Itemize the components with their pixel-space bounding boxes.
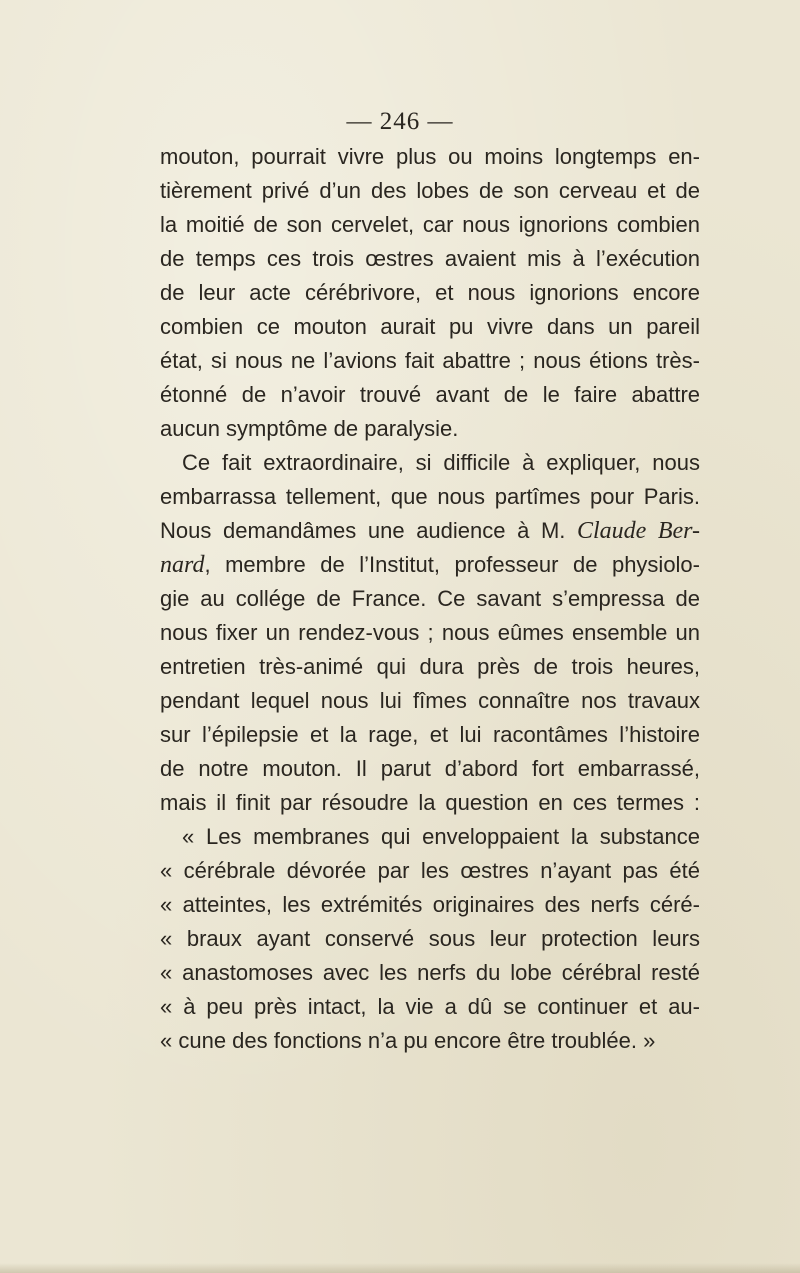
body-text: [160, 140, 700, 1058]
text-line: la moitié de son cervelet, car nous ignorions combien: [160, 212, 700, 237]
text-line: pendant lequel nous lui fîmes connaître nos travaux: [160, 688, 700, 713]
text-line: embarrassa tellement, que nous partîmes pour Paris.: [160, 484, 700, 509]
text-line: de leur acte cérébrivore, et nous ignorions encore: [160, 280, 700, 305]
text-line: étonné de n’avoir trouvé avant de le faire abattre: [160, 382, 700, 407]
text-line: « anastomoses avec les nerfs du lobe cérébral resté: [160, 960, 700, 985]
text-line: « Les membranes qui enveloppaient la substance: [182, 824, 700, 849]
text-line: mouton, pourrait vivre plus ou moins longtemps en-: [160, 144, 700, 169]
text-line: [160, 514, 700, 548]
text-line: tièrement privé d’un des lobes de son cerveau et de: [160, 178, 700, 203]
text-line: [160, 548, 700, 582]
text-line: état, si nous ne l’avions fait abattre ; nous étions très-: [160, 348, 700, 373]
text-line: nous fixer un rendez-vous ; nous eûmes ensemble un: [160, 620, 700, 645]
text-line: « cérébrale dévorée par les œstres n’ayant pas été: [160, 858, 700, 883]
text-line: de temps ces trois œstres avaient mis à l’exécution: [160, 246, 700, 271]
text-line: Ce fait extraordinaire, si difficile à expliquer, nous: [182, 450, 700, 475]
text-line: « atteintes, les extrémités originaires des nerfs céré-: [160, 892, 700, 917]
page-number: — 246 —: [346, 108, 454, 135]
text-segment: , membre de l’Institut, professeur de physiolo-: [204, 552, 700, 577]
text-line: gie au collége de France. Ce savant s’empressa de: [160, 586, 700, 611]
italic-name: nard: [160, 552, 205, 578]
text-line: aucun symptôme de paralysie.: [160, 416, 459, 441]
text-line: « braux ayant conservé sous leur protection leurs: [160, 926, 700, 951]
text-line: entretien très-animé qui dura près de trois heures,: [160, 654, 700, 679]
text-line: mais il finit par résoudre la question en ces termes :: [160, 790, 700, 815]
text-segment: Nous demandâmes une audience à M.: [160, 518, 577, 543]
text-line: sur l’épilepsie et la rage, et lui racontâmes l’histoire: [160, 722, 700, 747]
text-line: combien ce mouton aurait pu vivre dans un pareil: [160, 314, 700, 339]
text-line: « cune des fonctions n’a pu encore être troublée. »: [160, 1028, 656, 1053]
text-line: « à peu près intact, la vie a dû se continuer et au-: [160, 994, 700, 1019]
page-edge-shadow: [0, 1263, 800, 1273]
text-line: de notre mouton. Il parut d’abord fort embarrassé,: [160, 756, 700, 781]
italic-name: Claude Ber-: [577, 518, 700, 544]
